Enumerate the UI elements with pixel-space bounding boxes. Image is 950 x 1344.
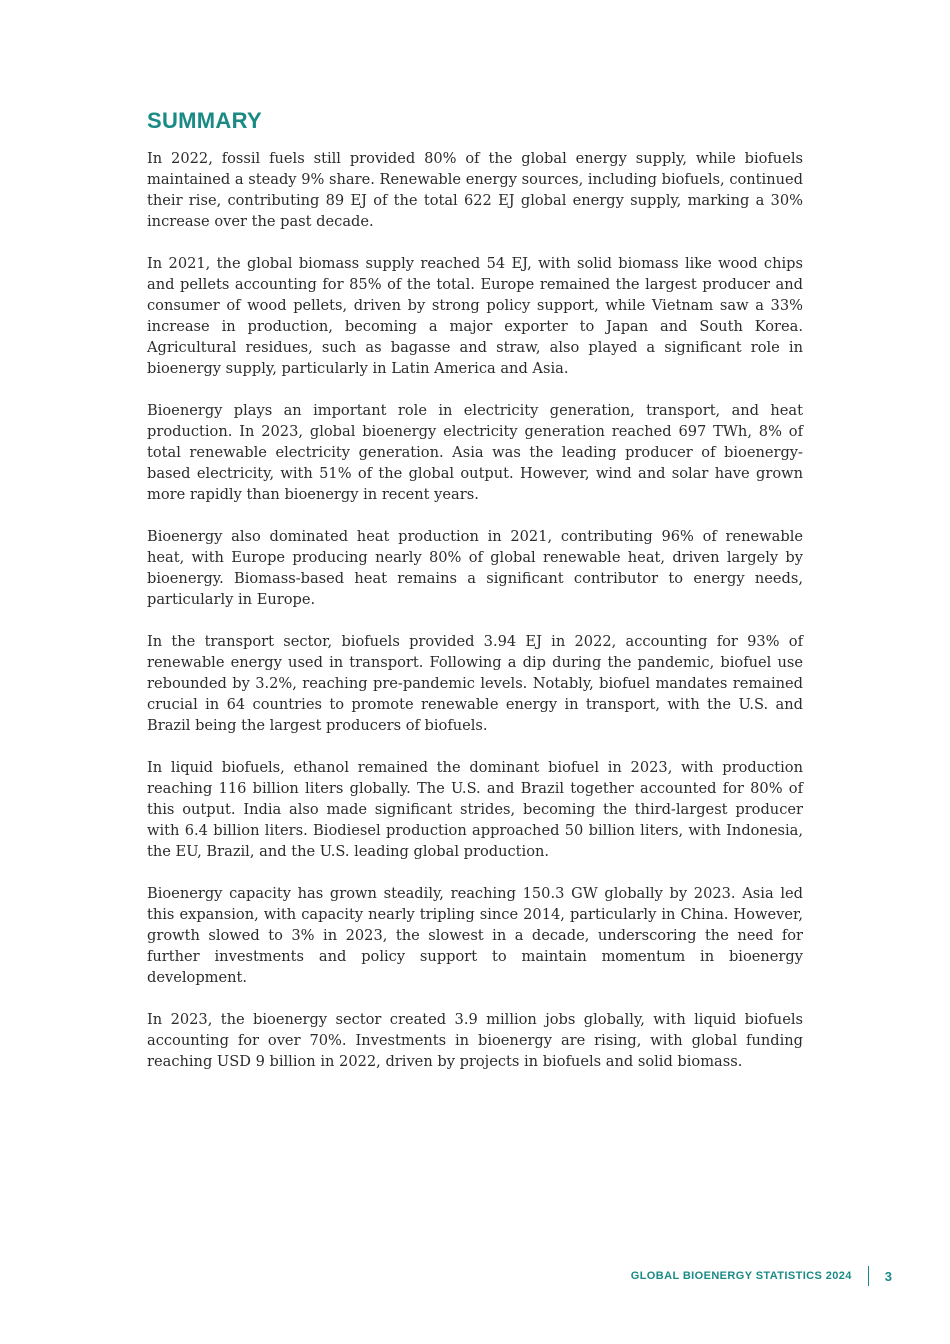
page-number: 3	[884, 1268, 892, 1284]
paragraph: In 2022, fossil fuels still provided 80% of the global energy supply, while biofuels maintained a steady 9% share. Renewable energy sources, including biofuels, continued their rise, contributing 89 EJ of the total 622 EJ global energy supply, marking a 30% increase over the past decade.	[147, 150, 803, 230]
summary-body	[147, 148, 803, 1093]
paragraph: Bioenergy capacity has grown steadily, reaching 150.3 GW globally by 2023. Asia led this expansion, with capacity nearly tripling since 2014, particularly in China. However, growth slowed to 3% in 2023, the slowest in a decade, underscoring the need for further investments and policy support to maintain momentum in bioenergy development.	[147, 885, 803, 986]
paragraph: Bioenergy plays an important role in electricity generation, transport, and heat production. In 2023, global bioenergy electricity generation reached 697 TWh, 8% of total renewable electricity generation. Asia was the leading producer of bioenergy-based electricity, with 51% of the global output. However, wind and solar have grown more rapidly than bioenergy in recent years.	[147, 402, 803, 503]
paragraph: In 2021, the global biomass supply reached 54 EJ, with solid biomass like wood chips and pellets accounting for 85% of the total. Europe remained the largest producer and consumer of wood pellets, driven by strong policy support, while Vietnam saw a 33% increase in production, becoming a major exporter to Japan and South Korea. Agricultural residues, such as bagasse and straw, also played a significant role in bioenergy supply, particularly in Latin America and Asia.	[147, 255, 803, 377]
page-footer	[631, 1264, 892, 1288]
paragraph: In liquid biofuels, ethanol remained the dominant biofuel in 2023, with production reaching 116 billion liters globally. The U.S. and Brazil together accounted for 80% of this output. India also made significant strides, becoming the third-largest producer with 6.4 billion liters. Biodiesel production approached 50 billion liters, with Indonesia, the EU, Brazil, and the U.S. leading global production.	[147, 759, 803, 860]
footer-divider	[868, 1266, 869, 1286]
footer-publication-title: GLOBAL BIOENERGY STATISTICS 2024	[630, 1270, 852, 1282]
page-title: SUMMARY	[147, 108, 262, 133]
paragraph: In 2023, the bioenergy sector created 3.9 million jobs globally, with liquid biofuels accounting for over 70%. Investments in bioenergy are rising, with global funding reaching USD 9 billion in 2022, driven by projects in biofuels and solid biomass.	[147, 1011, 803, 1070]
paragraph: In the transport sector, biofuels provided 3.94 EJ in 2022, accounting for 93% of renewable energy used in transport. Following a dip during the pandemic, biofuel use rebounded by 3.2%, reaching pre-pandemic levels. Notably, biofuel mandates remained crucial in 64 countries to promote renewable energy in transport, with the U.S. and Brazil being the largest producers of biofuels.	[147, 633, 803, 734]
paragraph: Bioenergy also dominated heat production in 2021, contributing 96% of renewable heat, with Europe producing nearly 80% of global renewable heat, driven largely by bioenergy. Biomass-based heat remains a significant contributor to energy needs, particularly in Europe.	[147, 528, 803, 608]
